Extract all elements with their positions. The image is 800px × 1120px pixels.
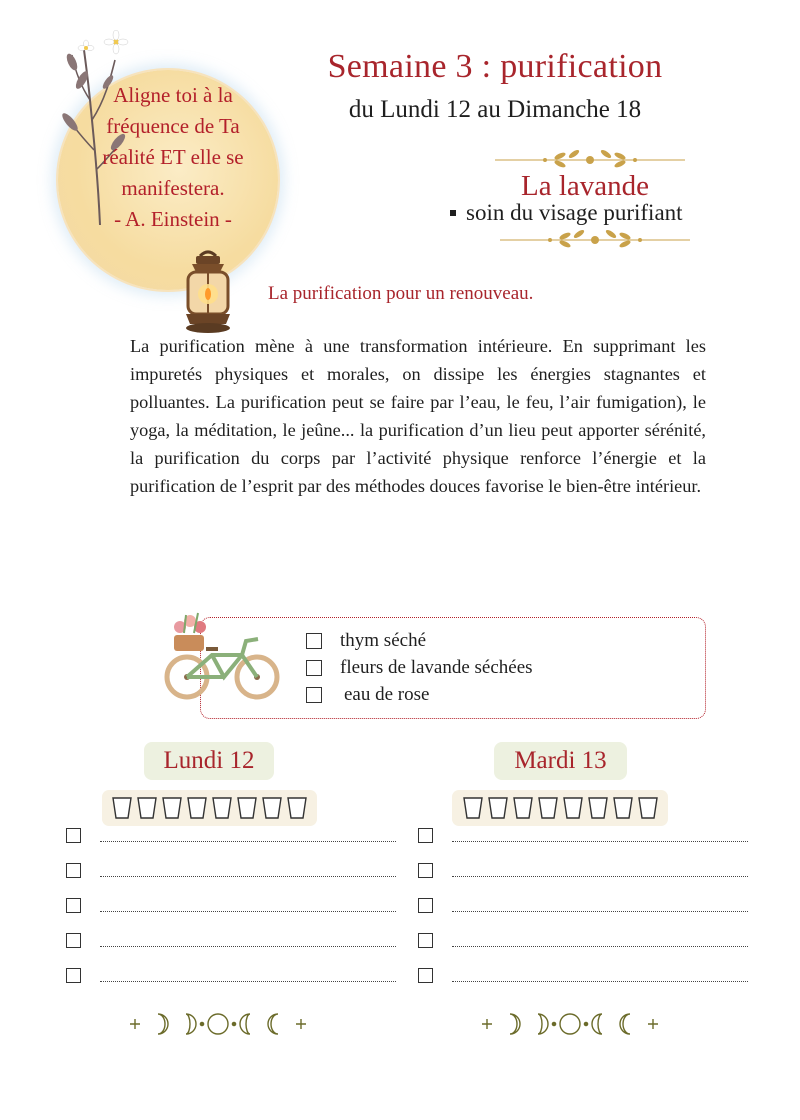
- body-paragraph: La purification mène à une transformation intérieure. En supprimant les impuretés physiques et morales, on dissipe les énergies stagnantes et polluantes. La purification peut se faire par l’eau, le feu, l’air fumigation), le yoga, la méditation, le jeûne... la purification d’un lieu peut apporter sérénité, la purification du corps par l’activité physique renforce l’énergie et la purification de l’esprit par des méthodes douces favorise le bien-être intérieur.: [130, 336, 706, 496]
- checkbox-icon[interactable]: [418, 863, 433, 878]
- water-cup-icon[interactable]: [487, 796, 509, 820]
- task-write-line[interactable]: [452, 969, 748, 982]
- task-row: [418, 958, 748, 993]
- task-write-line[interactable]: [452, 934, 748, 947]
- ingredient-item[interactable]: [306, 654, 533, 681]
- task-row: [66, 853, 396, 888]
- water-cup-icon[interactable]: [236, 796, 258, 820]
- water-cup-icon[interactable]: [562, 796, 584, 820]
- task-row: [66, 958, 396, 993]
- ornament-divider-icon: [495, 228, 695, 252]
- water-cup-icon[interactable]: [261, 796, 283, 820]
- feature-plant: La lavande: [520, 170, 649, 202]
- water-cup-icon[interactable]: [612, 796, 634, 820]
- section-heading: La purification pour un renouveau.: [268, 283, 534, 304]
- ingredient-label: fleurs de lavande séchées: [340, 657, 533, 678]
- task-row: [66, 888, 396, 923]
- quote-line: Aligne toi à la: [113, 83, 233, 107]
- ingredients-list: [306, 627, 533, 708]
- quote-line: réalité ET elle se: [102, 145, 244, 169]
- task-list-mardi: [418, 818, 748, 993]
- water-cup-icon[interactable]: [537, 796, 559, 820]
- task-row: [418, 923, 748, 958]
- quote-text: [78, 80, 268, 235]
- task-row: [66, 818, 396, 853]
- ingredient-label: thym séché: [340, 630, 427, 651]
- quote-line: fréquence de Ta: [106, 114, 240, 138]
- task-write-line[interactable]: [452, 899, 748, 912]
- bicycle-flowers-icon: [162, 605, 282, 705]
- water-cup-icon[interactable]: [161, 796, 183, 820]
- task-write-line[interactable]: [100, 899, 396, 912]
- quote-line: manifestera.: [121, 176, 225, 200]
- checkbox-icon[interactable]: [418, 828, 433, 843]
- feature-item: [450, 200, 683, 226]
- ingredient-label: eau de rose: [344, 684, 430, 705]
- checkbox-icon[interactable]: [418, 968, 433, 983]
- water-cup-icon[interactable]: [286, 796, 308, 820]
- moon-phases-icon: [128, 1009, 308, 1039]
- task-row: [418, 888, 748, 923]
- ornament-divider-icon: [490, 148, 690, 172]
- day-label-mardi: Mardi 13: [494, 742, 627, 780]
- moon-phases-icon: [480, 1009, 660, 1039]
- water-cup-icon[interactable]: [587, 796, 609, 820]
- task-write-line[interactable]: [452, 829, 748, 842]
- task-row: [418, 818, 748, 853]
- water-cup-icon[interactable]: [186, 796, 208, 820]
- feature-item-text: soin du visage purifiant: [466, 200, 683, 225]
- oil-lantern-icon: [178, 250, 238, 336]
- checkbox-icon[interactable]: [66, 933, 81, 948]
- water-cup-icon[interactable]: [512, 796, 534, 820]
- checkbox-icon[interactable]: [306, 633, 322, 649]
- date-range: du Lundi 12 au Dimanche 18: [348, 96, 642, 123]
- checkbox-icon[interactable]: [66, 863, 81, 878]
- ingredient-item[interactable]: [306, 681, 533, 708]
- bullet-icon: [450, 210, 456, 216]
- task-row: [66, 923, 396, 958]
- task-write-line[interactable]: [100, 829, 396, 842]
- day-label-lundi: Lundi 12: [144, 742, 274, 780]
- checkbox-icon[interactable]: [66, 898, 81, 913]
- water-cup-icon[interactable]: [637, 796, 659, 820]
- water-cup-icon[interactable]: [136, 796, 158, 820]
- task-write-line[interactable]: [100, 969, 396, 982]
- task-row: [418, 853, 748, 888]
- water-cup-icon[interactable]: [111, 796, 133, 820]
- quote-author: - A. Einstein -: [114, 207, 232, 231]
- task-list-lundi: [66, 818, 396, 993]
- task-write-line[interactable]: [100, 864, 396, 877]
- ingredient-item[interactable]: [306, 627, 533, 654]
- task-write-line[interactable]: [100, 934, 396, 947]
- checkbox-icon[interactable]: [306, 687, 322, 703]
- page-title: Semaine 3 : purification: [327, 48, 663, 85]
- checkbox-icon[interactable]: [418, 898, 433, 913]
- checkbox-icon[interactable]: [66, 968, 81, 983]
- checkbox-icon[interactable]: [418, 933, 433, 948]
- checkbox-icon[interactable]: [306, 660, 322, 676]
- water-cup-icon[interactable]: [462, 796, 484, 820]
- checkbox-icon[interactable]: [66, 828, 81, 843]
- task-write-line[interactable]: [452, 864, 748, 877]
- water-cup-icon[interactable]: [211, 796, 233, 820]
